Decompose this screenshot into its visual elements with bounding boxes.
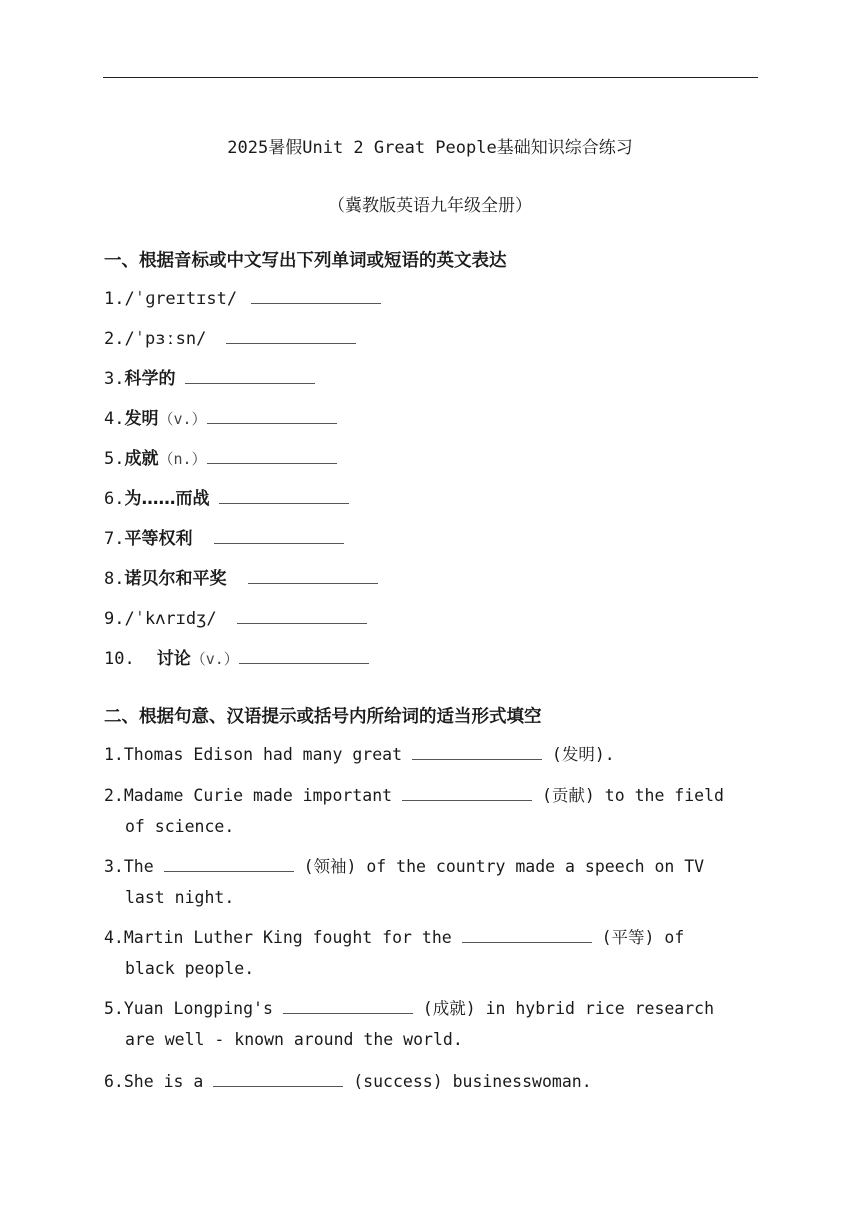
item-number: 1. [104,289,125,309]
sentence-after: (发明). [551,745,615,764]
sentence-item [104,1066,754,1097]
answer-blank[interactable] [462,928,592,943]
vocab-item [104,528,344,550]
item-number: 7. [104,529,125,549]
item-prompt: 科学的 [124,369,176,389]
sentence-after: (成就) in hybrid rice research [422,999,715,1018]
item-number: 4. [104,409,125,429]
section2-heading: 二、根据句意、汉语提示或括号内所给词的适当形式填空 [104,707,542,727]
item-number: 6. [104,489,125,509]
page-subtitle: （冀教版英语九年级全册） [328,196,532,216]
sentence-after: (平等) of [601,928,685,947]
item-prompt: 成就 [124,449,159,469]
vocab-item [104,608,367,630]
sentence-item [104,922,754,984]
section1-heading: 一、根据音标或中文写出下列单词或短语的英文表达 [104,251,507,271]
header-rule [103,77,758,78]
item-prompt: 讨论 [156,649,191,669]
sentence-before: Madame Curie made important [123,786,393,805]
sentence-after: (success) businesswoman. [353,1072,592,1091]
item-number: 10. [104,649,135,669]
answer-blank[interactable] [207,409,337,424]
sentence-continuation: of science. [125,817,235,836]
sentence-before: Martin Luther King fought for the [123,928,452,947]
answer-blank[interactable] [207,449,337,464]
answer-blank[interactable] [164,857,294,872]
sentence-item [104,739,754,770]
answer-blank[interactable] [214,529,344,544]
vocab-item [104,648,369,670]
item-hint: （v.） [190,650,239,668]
sentence-before: Thomas Edison had many great [123,745,403,764]
answer-blank[interactable] [226,329,356,344]
item-prompt: /ˈkʌrɪdʒ/ [124,609,217,629]
vocab-item [104,568,378,590]
answer-blank[interactable] [239,649,369,664]
answer-blank[interactable] [219,489,349,504]
sentence-continuation: are well - known around the world. [125,1030,463,1049]
item-number: 2. [104,786,124,805]
sentence-before: Yuan Longping's [123,999,273,1018]
answer-blank[interactable] [213,1072,343,1087]
sentence-before: The [123,857,154,876]
answer-blank[interactable] [237,609,367,624]
vocab-item [104,488,349,510]
vocab-item [104,448,337,470]
answer-blank[interactable] [402,786,532,801]
item-number: 5. [104,449,125,469]
sentence-continuation: last night. [125,888,235,907]
answer-blank[interactable] [248,569,378,584]
item-number: 4. [104,928,124,947]
sentence-item [104,993,754,1055]
answer-blank[interactable] [185,369,315,384]
item-prompt: 为……而战 [124,489,210,509]
item-prompt: 发明 [124,409,159,429]
sentence-after: (领袖) of the country made a speech on TV [303,857,705,876]
sentence-item [104,780,754,842]
item-number: 9. [104,609,125,629]
item-prompt: 平等权利 [124,529,193,549]
item-number: 5. [104,999,124,1018]
sentence-continuation: black people. [125,959,255,978]
vocab-item [104,288,381,310]
item-number: 3. [104,369,125,389]
sentence-after: (贡献) to the field [541,786,724,805]
item-prompt: /ˈɡreɪtɪst/ [124,289,238,309]
item-prompt: 诺贝尔和平奖 [124,569,227,589]
item-hint: （n.） [158,450,207,468]
item-hint: （v.） [158,410,207,428]
sentence-item [104,851,754,913]
item-number: 8. [104,569,125,589]
vocab-item [104,368,315,390]
item-number: 3. [104,857,124,876]
answer-blank[interactable] [412,745,542,760]
answer-blank[interactable] [251,289,381,304]
item-number: 2. [104,329,125,349]
vocab-item [104,408,337,430]
answer-blank[interactable] [283,999,413,1014]
vocab-item [104,328,356,350]
sentence-before: She is a [123,1072,204,1091]
item-number: 1. [104,745,124,764]
page-title: 2025暑假Unit 2 Great People基础知识综合练习 [227,138,633,158]
item-prompt: /ˈpɜːsn/ [124,329,207,349]
item-number: 6. [104,1072,124,1091]
